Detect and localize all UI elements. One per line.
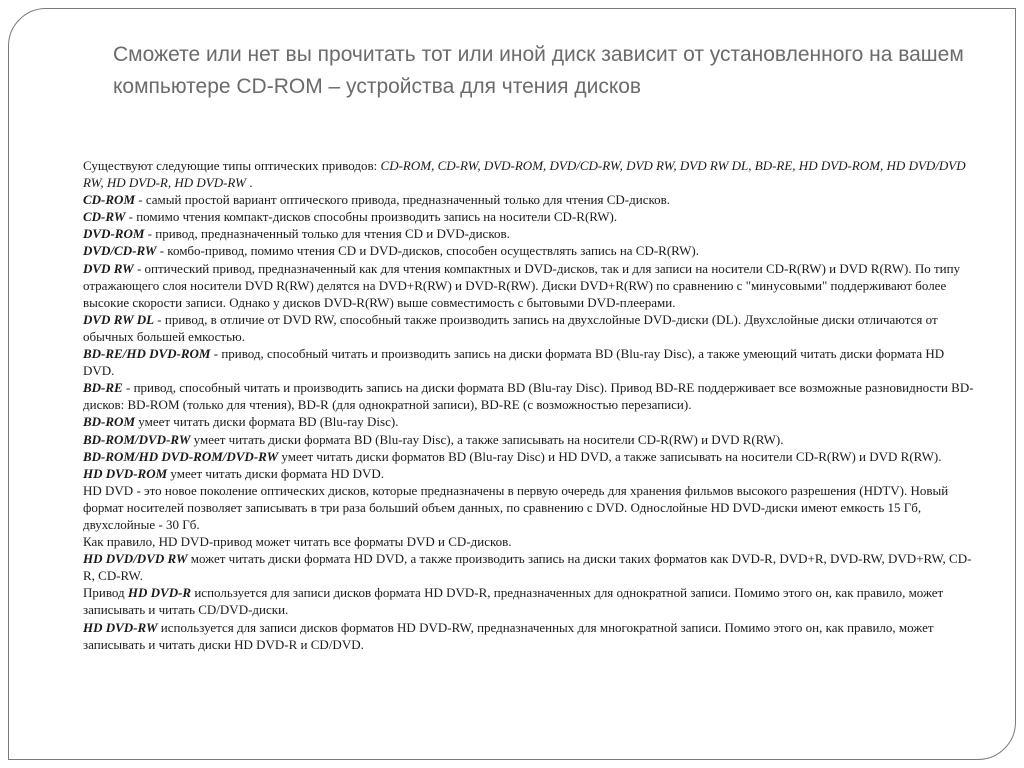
drive-entries [83,191,975,653]
entry-text: HD DVD - это новое поколение оптических дисков, которые предназначены в первую очередь для хранения фильмов высокого разрешения (HDTV). Новый формат носителей позволяет записывать в три раза больший объем данных, по сравнению с DVD. Однослойные HD DVD-диски имеют емкость 15 Гб, двухслойные - 30 Гб. [83,482,949,532]
drive-entry [83,242,975,259]
entry-text: умеет читать диски формата HD DVD. [167,465,385,481]
entry-text: - привод, способный читать и производить запись на диски формата BD (Blu-ray Disc), а также умеющий читать диски формата HD DVD. [83,346,945,379]
entry-term: HD DVD-ROM [83,465,168,481]
entry-text: - привод, способный читать и производить запись на диски формата BD (Blu-ray Disc). Привод BD-RE поддерживает все возможные разновидности BD-дисков: BD-ROM (только для чтения), BD-R (для однократной записи), BD-RE (с возможностью перезаписи). [83,380,974,413]
drive-entry [83,584,975,618]
drive-entry [83,533,975,550]
entry-term: CD-RW [83,209,126,225]
entry-text: может читать диски формата HD DVD, а также производить запись на диски таких форматов как DVD-R, DVD+R, DVD-RW, DVD+RW, CD-R, CD-RW. [83,551,972,584]
entry-text: - привод, в отличие от DVD RW, способный также производить запись на двухслойные DVD-диски (DL). Двухслойные диски отличаются от обычных большей емкостью. [83,311,938,344]
intro-drive-types: CD-ROM, CD-RW, DVD-ROM, DVD/CD-RW, DVD RW, DVD RW DL, BD-RE, HD DVD-ROM, HD DVD/DVD RW, HD DVD-R, HD DVD-RW [83,158,966,191]
entry-text: умеет читать диски формата BD (Blu-ray Disc). [135,414,399,430]
entry-term: BD-ROM [83,414,136,430]
intro-paragraph [83,157,975,191]
entry-text: Как правило, HD DVD-привод может читать все форматы DVD и CD-дисков. [83,534,512,550]
entry-term: HD DVD-RW [83,619,158,635]
entry-text: используется для записи дисков форматов HD DVD-RW, предназначенных для многократной записи. Помимо этого он, как правило, может записывать и читать диски HD DVD-R и CD/DVD. [83,619,934,652]
entry-text: умеет читать диски формата BD (Blu-ray Disc), а также записывать на носители CD-R(RW) и DVD R(RW). [190,431,784,447]
drive-entry [83,379,975,413]
entry-term: DVD/CD-RW [83,243,157,259]
drive-entry [83,208,975,225]
drive-entry [83,431,975,448]
entry-text: - привод, предназначенный только для чтения CD и DVD-дисков. [144,226,510,242]
entry-text: используется для записи дисков формата HD DVD-R, предназначенных для однократной записи. Помимо этого он, как правило, может записывать и читать CD/DVD-диски. [83,585,944,618]
drive-entry [83,482,975,533]
drive-entry [83,619,975,653]
drive-entry [83,550,975,584]
entry-term: BD-ROM/HD DVD-ROM/DVD-RW [83,448,279,464]
intro-text: Существуют следующие типы оптических приводов: [83,158,381,173]
entry-text: - оптический привод, предназначенный как для чтения компактных и DVD-дисков, так и для записи на носители CD-R(RW) и DVD R(RW). По типу отражающего слоя носители DVD R(RW) делятся на DVD+R(RW) и DVD-R(RW). Диски DVD+R(RW) по сравнению с "минусовыми" поддерживают более высокие скорости записи. Однако у дисков DVD-R(RW) выше совместимость с бытовыми DVD-плеерами. [83,260,961,310]
drive-entry [83,413,975,430]
slide-body [83,157,975,653]
drive-entry [83,465,975,482]
entry-text: - самый простой вариант оптического привода, предназначенный только для чтения CD-дисков. [135,192,671,208]
entry-term: HD DVD/DVD RW [83,551,188,567]
entry-text: - помимо чтения компакт-дисков способны производить запись на носители CD-R(RW). [125,209,618,225]
entry-term: DVD RW DL [83,311,155,327]
entry-term: BD-RE [83,380,123,396]
entry-term: HD DVD-R [127,585,192,601]
drive-entry [83,225,975,242]
drive-entry [83,448,975,465]
drive-entry [83,260,975,311]
slide-title: Сможете или нет вы прочитать тот или иной диск зависит от установленного на вашем компьютере CD-ROM – устройства для чтения дисков [113,43,964,98]
intro-tail: . [245,175,253,191]
slide-frame [8,8,1016,760]
entry-term: DVD RW [83,260,134,276]
entry-term: CD-ROM [83,192,136,208]
entry-text: - комбо-привод, помимо чтения CD и DVD-дисков, способен осуществлять запись на CD-R(RW). [156,243,699,259]
entry-prefix: Привод [83,585,128,601]
entry-term: BD-RE/HD DVD-ROM [83,346,211,362]
drive-entry [83,345,975,379]
entry-term: BD-ROM/DVD-RW [83,431,191,447]
entry-term: DVD-ROM [83,226,145,242]
drive-entry [83,311,975,345]
drive-entry [83,191,975,208]
entry-text: умеет читать диски форматов BD (Blu-ray Disc) и HD DVD, а также записывать на носители CD-R(RW) и DVD R(RW). [278,448,942,464]
